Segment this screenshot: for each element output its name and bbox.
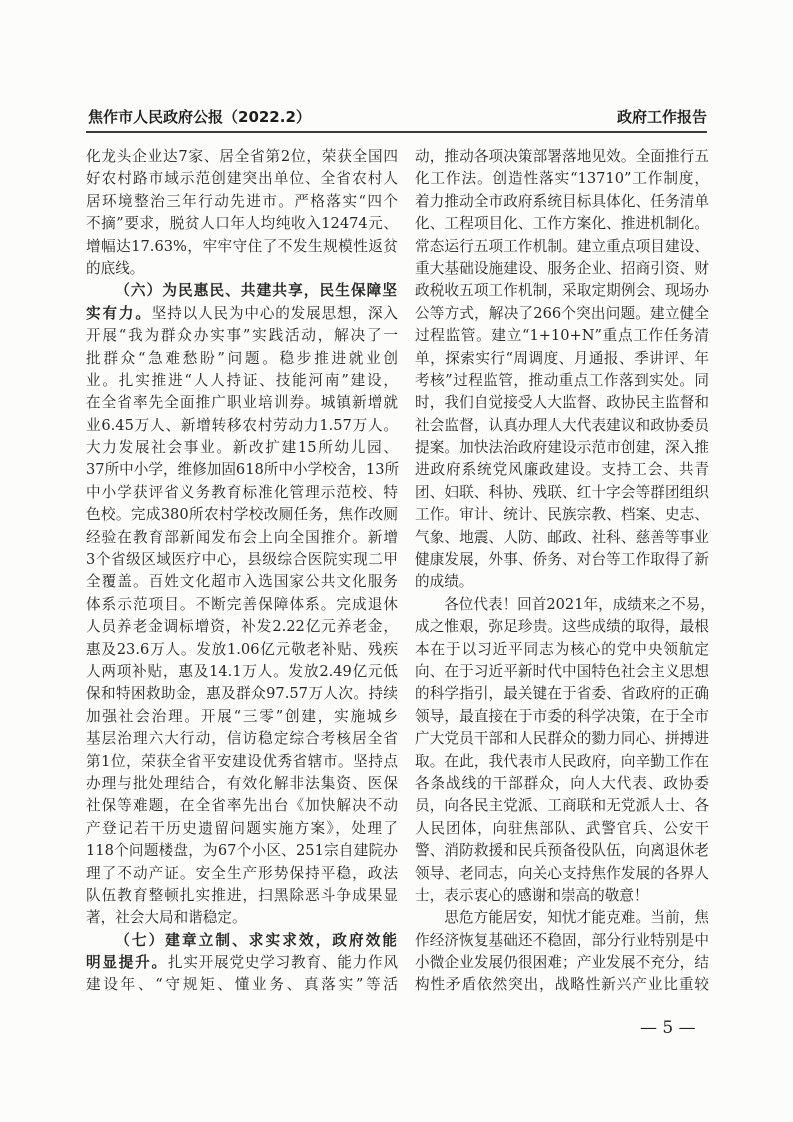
text-line xyxy=(86,280,398,302)
text-line: 好农村路市域示范创建突出单位、全省农村人 xyxy=(86,170,398,188)
text-line: 时，我们自觉接受人大监督、政协民主监督和 xyxy=(415,394,709,412)
text-line: 各条战线的干部群众，向人大代表、政协委 xyxy=(415,774,709,792)
text-line: 工作。审计、统计、民族宗教、档案、史志、 xyxy=(415,506,709,524)
paragraph xyxy=(415,907,709,997)
text-line: 成之惟艰，弥足珍贵。这些成绩的取得，最根 xyxy=(415,618,709,636)
text-line: 的科学指引，最关键在于省委、省政府的正确 xyxy=(415,685,709,703)
text-line: 本在于以习近平同志为核心的党中央领航定 xyxy=(415,640,709,658)
text-line: 业6.45万人、新增转移农村劳动力1.57万人。 xyxy=(86,416,398,434)
text-line: 领导、老同志，向关心支持焦作发展的各界人 xyxy=(415,864,709,882)
left-column xyxy=(86,146,398,997)
text-line: 进政府系统党风廉政建设。支持工会、共青 xyxy=(415,461,709,479)
text-line: 常态运行五项工作机制。建立重点项目建设、 xyxy=(415,237,709,255)
text-line: 化工作法。创造性落实“13710”工作制度， xyxy=(415,170,709,188)
text-line: 著，社会大局和谐稳定。 xyxy=(86,909,247,927)
text-line: 不摘”要求，脱贫人口年人均纯收入12474元、 xyxy=(86,215,398,233)
text-line: 社会监督，认真办理人大代表建议和政协委员 xyxy=(415,416,709,434)
text-line: 增幅达17.63%，牢牢守住了不发生规模性返贫 xyxy=(86,237,398,255)
text-line: 化龙头企业达7家、居全省第2位，荣获全国四 xyxy=(86,148,398,165)
body-text: 扎实开展党史学习教育、能力作风 xyxy=(167,954,398,972)
text-line: 3个省级区域医疗中心，县级综合医院实现二甲 xyxy=(86,551,398,569)
text-line xyxy=(86,930,398,952)
section-heading: （六）为民惠民、共建共享，民生保障坚 xyxy=(115,282,398,300)
text-line: 的成绩。 xyxy=(415,573,474,591)
section-heading: 明显提升。 xyxy=(86,954,168,972)
right-column xyxy=(415,146,715,997)
text-line: 基层治理六大行动，信访稳定综合考核居全省 xyxy=(86,730,398,748)
paragraph xyxy=(86,146,398,280)
section-heading: （七）建章立制、求实求效，政府效能 xyxy=(115,931,398,949)
text-line: 社保等难题，在全省率先出台《加快解决不动 xyxy=(86,797,398,815)
text-line: 单，探索实行“周调度、月通报、季讲评、年 xyxy=(415,349,709,367)
paragraph xyxy=(415,146,709,594)
text-line: 队伍教育整顿扎实推进，扫黑除恶斗争成果显 xyxy=(86,886,398,904)
text-line: 公等方式，解决了266个突出问题。建立健全 xyxy=(415,304,709,322)
text-line: 向、在于习近平新时代中国特色社会主义思想 xyxy=(415,662,709,680)
text-line: 保和特困救助金，惠及群众97.57万人次。持续 xyxy=(86,685,398,703)
text-line: 过程监管。建立“1+10+N”重点工作任务清 xyxy=(415,327,709,345)
text-line: 色校。完成380所农村学校改厕任务，焦作改厕 xyxy=(86,506,398,524)
text-line: 各位代表！回首2021年，成绩来之不易， xyxy=(444,595,715,613)
text-line: 团、妇联、科协、残联、红十字会等群团组织 xyxy=(415,483,709,501)
text-line xyxy=(86,952,398,974)
header-rule xyxy=(86,131,707,133)
text-line: 业。扎实推进“人人持证、技能河南”建设， xyxy=(86,371,398,389)
text-line: 加强社会治理。开展“三零”创建，实施城乡 xyxy=(86,707,398,725)
section-title: 政府工作报告 xyxy=(616,108,707,126)
text-line: 健康发展，外事、侨务、对台等工作取得了新 xyxy=(415,551,709,569)
text-line: 政税收五项工作机制，采取定期例会、现场办 xyxy=(415,282,709,300)
text-line: 居环境整治三年行动先进市。严格落实“四个 xyxy=(86,192,398,210)
text-line: 重大基础设施建设、服务企业、招商引资、财 xyxy=(415,259,709,277)
text-line: 第1位，荣获全省平安建设优秀省辖市。坚持点 xyxy=(86,752,398,770)
text-line: 理了不动产证。安全生产形势保持平稳，政法 xyxy=(86,864,398,882)
text-line: 经验在教育部新闻发布会上向全国推介。新增 xyxy=(86,528,398,546)
text-line: 开展“我为群众办实事”实践活动，解决了一 xyxy=(86,327,398,345)
text-line: 建设年、“守规矩、懂业务、真落实”等活 xyxy=(86,976,398,994)
paragraph xyxy=(415,594,715,907)
text-line: 产登记若干历史遗留问题实施方案》，处理了 xyxy=(86,819,398,837)
journal-title: 焦作市人民政府公报（2022.2） xyxy=(88,108,311,126)
text-line: 中小学获评省义务教育标准化管理示范校、特 xyxy=(86,483,398,501)
text-line: 体系示范项目。不断完善保障体系。完成退休 xyxy=(86,595,398,613)
text-line: 士，表示衷心的感谢和崇高的敬意！ xyxy=(415,886,649,904)
text-line: 大力发展社会事业。新改扩建15所幼儿园、 xyxy=(86,439,398,457)
text-line: 动，推动各项决策部署落地见效。全面推行五 xyxy=(415,148,709,165)
section-heading: 实有力。 xyxy=(86,304,152,322)
text-line: 取。在此，我代表市人民政府，向辛勤工作在 xyxy=(415,752,709,770)
text-line: 小微企业发展仍很困难；产业发展不充分，结 xyxy=(415,954,709,972)
text-line: 考核”过程监管，推动重点工作落到实处。同 xyxy=(415,371,709,389)
text-line: 在全省率先全面推广职业培训券。城镇新增就 xyxy=(86,394,398,412)
text-line: 领导，最直接在于市委的科学决策，在于全市 xyxy=(415,707,709,725)
text-line: 人两项补贴，惠及14.1万人。发放2.49亿元低 xyxy=(86,662,398,680)
paragraph xyxy=(86,280,398,929)
text-line: 118个问题楼盘，为67个小区、251宗自建院办 xyxy=(86,842,398,860)
text-line: 提案。加快法治政府建设示范市创建，深入推 xyxy=(415,439,709,457)
text-line: 惠及23.6万人。发放1.06亿元敬老补贴、残疾 xyxy=(86,640,398,658)
text-line: 人民团体，向驻焦部队、武警官兵、公安干 xyxy=(415,819,709,837)
text-line: 着力推动全市政府系统目标具体化、任务清单 xyxy=(415,192,709,210)
text-line: 作经济恢复基础还不稳固，部分行业特别是中 xyxy=(415,931,709,949)
text-line: 构性矛盾依然突出，战略性新兴产业比重较 xyxy=(415,976,709,994)
text-line: 广大党员干部和人民群众的勠力同心、拼搏进 xyxy=(415,730,709,748)
text-line: 37所中小学，维修加固618所中小学校舍，13所 xyxy=(86,461,400,479)
text-line: 思危方能居安，知忧才能克难。当前，焦 xyxy=(444,909,709,927)
body-text: 坚持以人民为中心的发展思想，深入 xyxy=(151,304,398,322)
text-line: 办理与批处理结合，有效化解非法集资、医保 xyxy=(86,774,398,792)
text-line: 气象、地震、人防、邮政、社科、慈善等事业 xyxy=(415,528,709,546)
text-line: 的底线。 xyxy=(86,259,145,277)
text-line: 员，向各民主党派、工商联和无党派人士、各 xyxy=(415,797,709,815)
text-line: 批群众“急难愁盼”问题。稳步推进就业创 xyxy=(86,349,398,367)
text-line: 人员养老金调标增资，补发2.22亿元养老金， xyxy=(86,618,398,636)
page-number: — 5 — xyxy=(640,1018,696,1038)
text-line: 全覆盖。百姓文化超市入选国家公共文化服务 xyxy=(86,573,398,591)
text-line xyxy=(86,303,398,325)
text-line: 警、消防救援和民兵预备役队伍，向离退休老 xyxy=(415,842,709,860)
paragraph xyxy=(86,930,398,997)
text-line: 化、工程项目化、工作方案化、推进机制化。 xyxy=(415,215,709,233)
